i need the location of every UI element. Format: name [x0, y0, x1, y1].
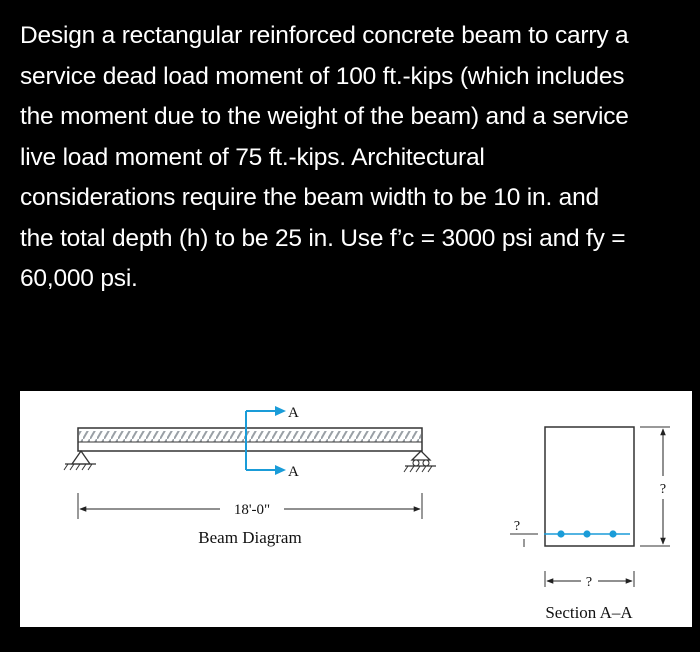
section-marker-top-label: A — [288, 405, 299, 421]
rebar-icon — [557, 530, 564, 537]
beam-figure — [20, 391, 692, 627]
rebar-icon — [583, 530, 590, 537]
depth-label: ? — [659, 482, 667, 497]
problem-line: the moment due to the weight of the beam) and a service — [20, 103, 629, 130]
problem-line: Design a rectangular reinforced concrete beam to carry a — [20, 22, 629, 49]
problem-statement — [20, 16, 692, 300]
cross-section — [544, 427, 634, 546]
span-label: 18'-0" — [233, 502, 271, 518]
problem-line: service dead load moment of 100 ft.-kips (which includes — [20, 62, 625, 90]
roller-support-icon — [404, 451, 436, 472]
section-outline — [545, 427, 634, 546]
problem-line: considerations require the beam width to be 10 in. and — [20, 184, 599, 211]
rebar-icon — [609, 530, 616, 537]
beam-diagram-caption: Beam Diagram — [198, 528, 302, 547]
problem-line: live load moment of 75 ft.-kips. Architectural — [20, 143, 485, 171]
width-label: ? — [585, 575, 593, 590]
beam-hatch — [79, 431, 421, 442]
effective-depth-label: ? — [513, 519, 521, 534]
beam — [78, 428, 422, 451]
section-caption: Section A–A — [545, 603, 633, 622]
problem-line: 60,000 psi. — [20, 265, 138, 292]
figure-drawing — [20, 391, 692, 627]
pin-support-icon — [64, 451, 96, 470]
problem-line: the total depth (h) to be 25 in. Use f’c = 3000 psi and fy = — [20, 224, 626, 252]
section-marker-bottom-label: A — [288, 464, 299, 480]
effective-depth-dimension — [510, 534, 538, 547]
